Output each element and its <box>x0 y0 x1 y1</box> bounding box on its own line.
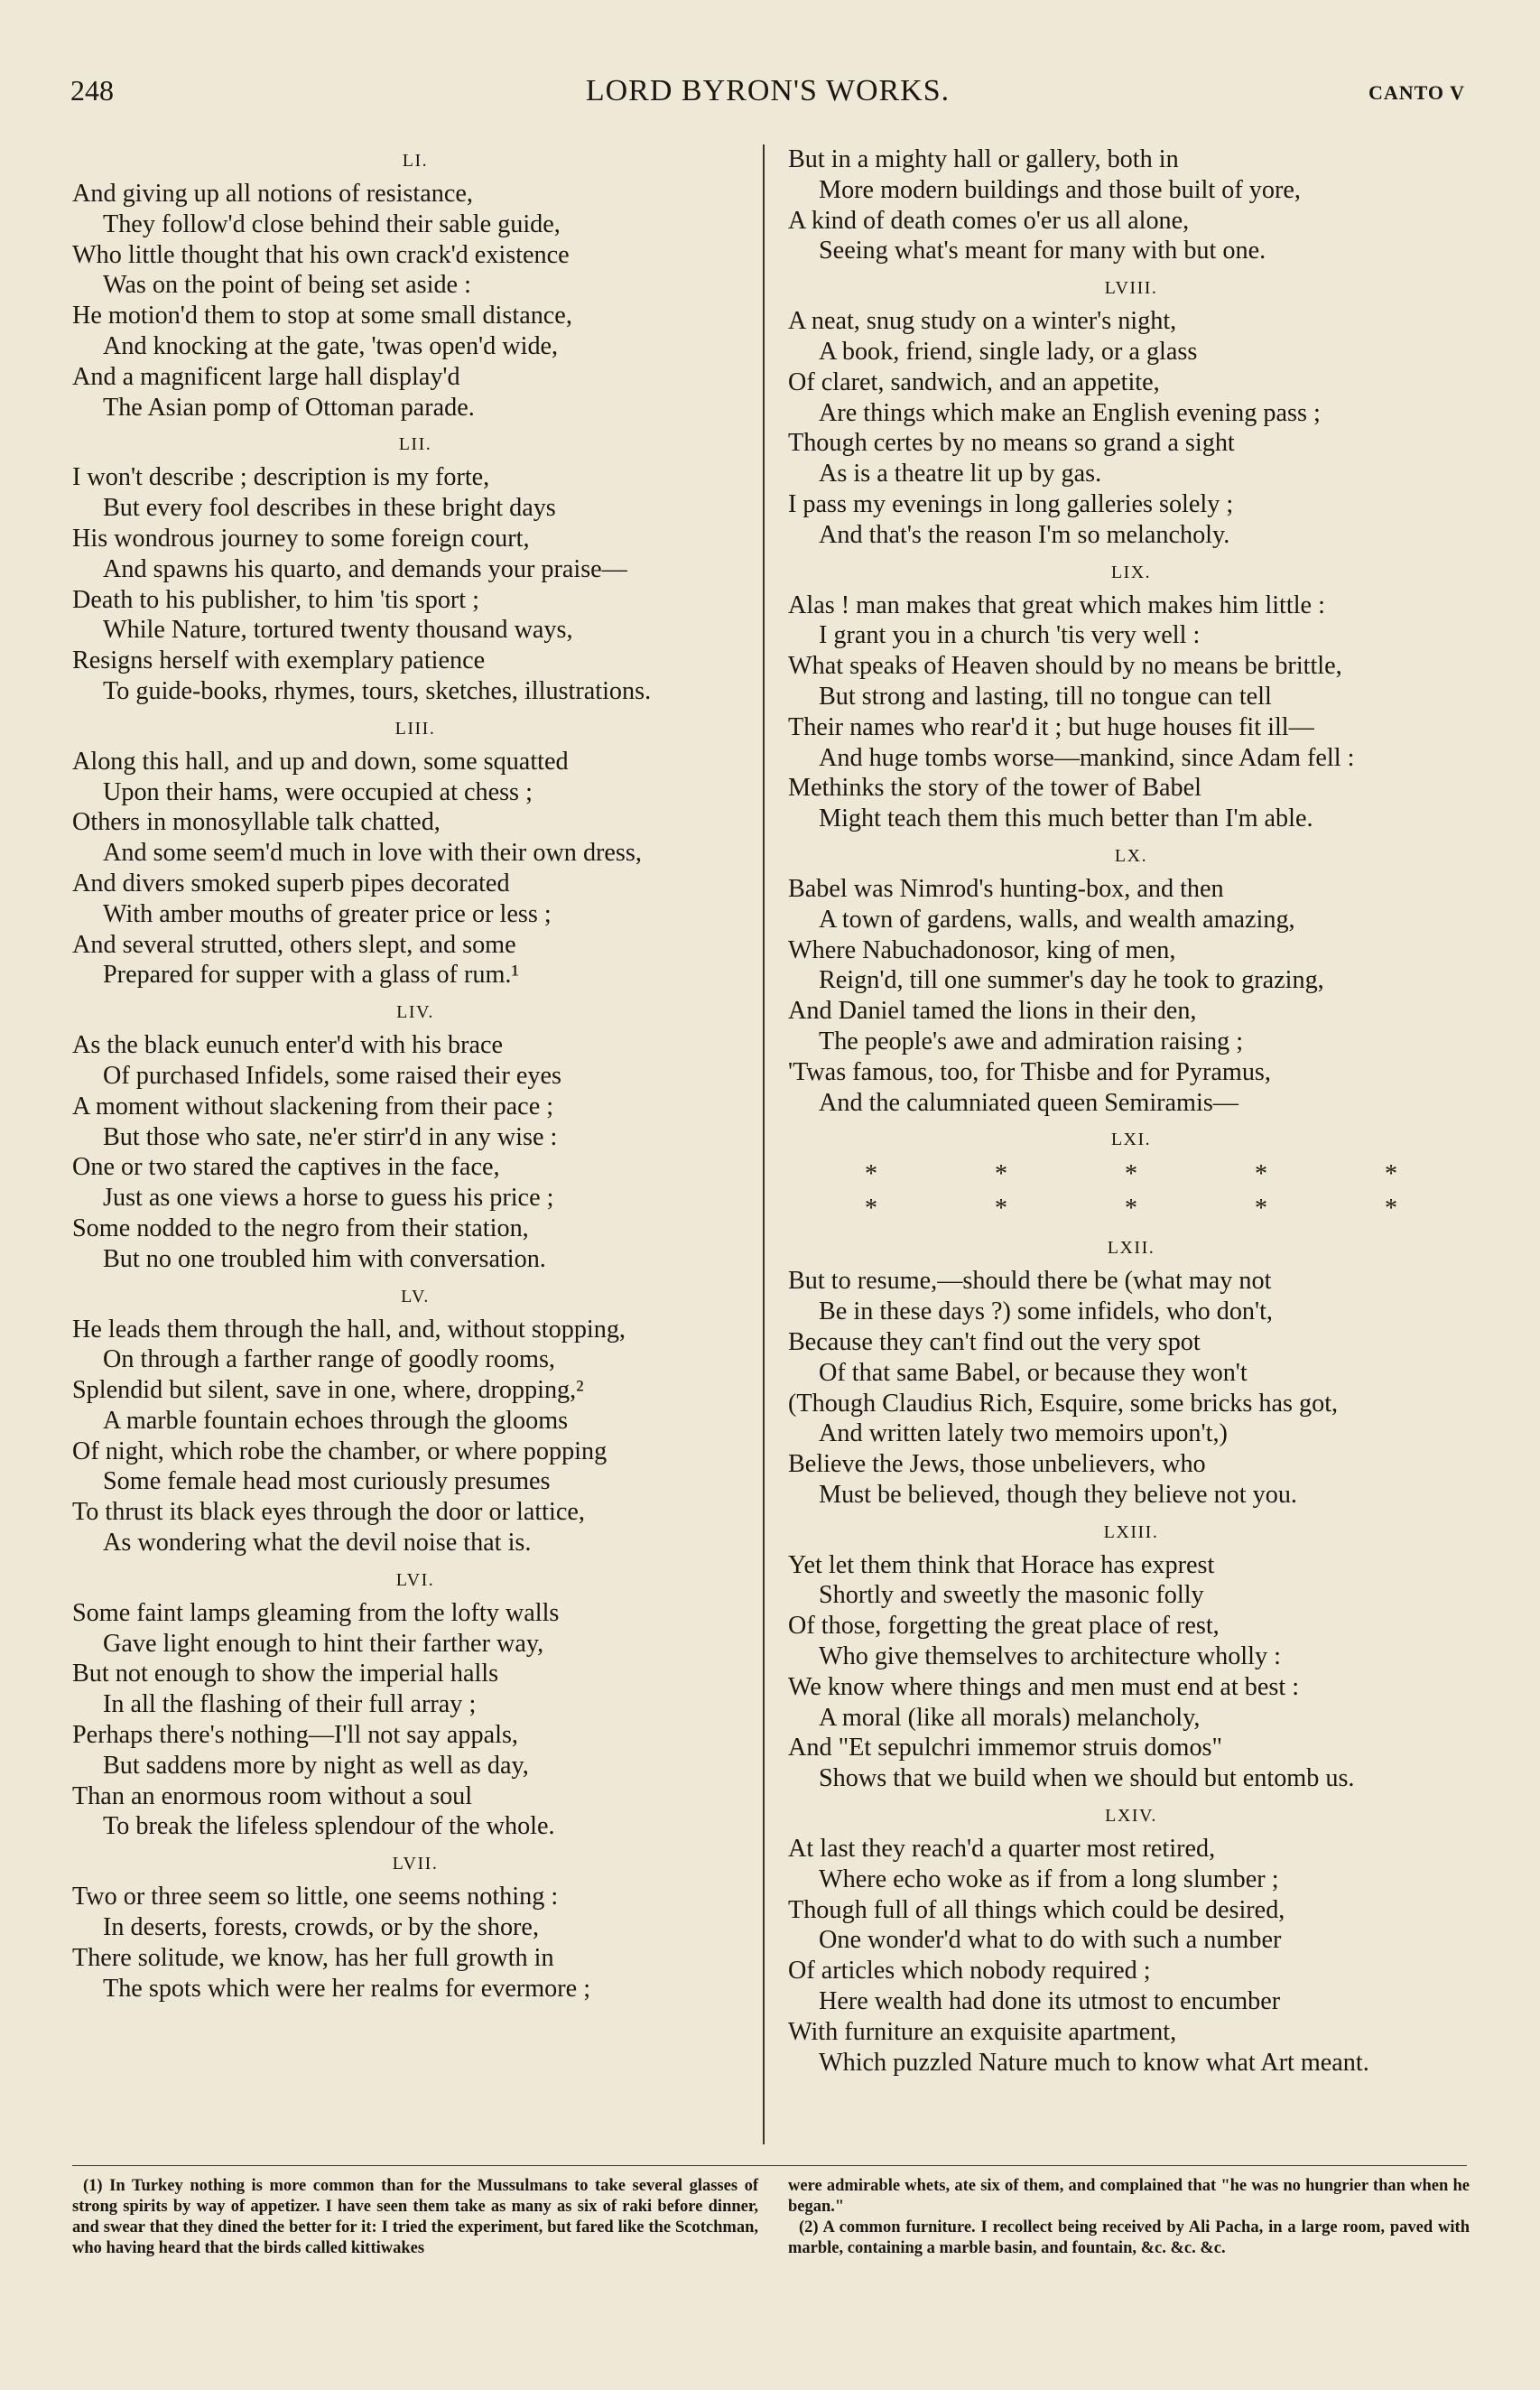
verse-line: Might teach them this much better than I'm able. <box>819 804 1313 833</box>
asterisk: * <box>1125 1195 1137 1223</box>
verse-line: A neat, snug study on a winter's night, <box>788 307 1177 336</box>
verse-line: Babel was Nimrod's hunting-box, and then <box>788 874 1224 903</box>
verse-line: A book, friend, single lady, or a glass <box>819 337 1198 366</box>
verse-line: As is a theatre lit up by gas. <box>819 460 1102 488</box>
verse-line: A town of gardens, walls, and wealth amazing, <box>819 905 1295 934</box>
verse-line: But strong and lasting, till no tongue can tell <box>819 682 1272 711</box>
verse-line: Of claret, sandwich, and an appetite, <box>788 367 1160 396</box>
verse-line: And Daniel tamed the lions in their den, <box>788 997 1197 1026</box>
stanza-numeral: LXIV. <box>1105 1806 1157 1827</box>
verse-line: Methinks the story of the tower of Babel <box>788 774 1201 803</box>
asterisk: * <box>1385 1195 1397 1223</box>
verse-line: Others in monosyllable talk chatted, <box>72 808 441 837</box>
stanza-numeral: LIV. <box>396 1002 434 1023</box>
asterisk: * <box>1385 1160 1397 1189</box>
verse-line: Who little thought that his own crack'd existence <box>72 240 570 269</box>
verse-line: Reign'd, till one summer's day he took to grazing, <box>819 966 1324 995</box>
stanza-numeral: LXII. <box>1107 1238 1155 1259</box>
footnotes-left <box>72 2176 758 2259</box>
stanza-numeral: LX. <box>1114 845 1148 866</box>
verse-line: With amber mouths of greater price or less ; <box>103 899 552 928</box>
verse-line: We know where things and men must end at best : <box>788 1672 1300 1701</box>
verse-line: To guide-books, rhymes, tours, sketches, illustrations. <box>103 676 652 705</box>
verse-line: Where echo woke as if from a long slumber ; <box>819 1865 1279 1893</box>
asterisk: * <box>865 1160 877 1189</box>
verse-line: The people's awe and admiration raising ; <box>819 1027 1244 1056</box>
verse-line: But in a mighty hall or gallery, both in <box>788 145 1179 173</box>
verse-line: Was on the point of being set aside : <box>103 271 471 300</box>
verse-line: A moral (like all morals) melancholy, <box>819 1703 1201 1732</box>
verse-line: One wonder'd what to do with such a number <box>819 1926 1282 1955</box>
verse-line: But those who sate, ne'er stirr'd in any wise : <box>103 1122 558 1151</box>
verse-line: And huge tombs worse—mankind, since Adam fell : <box>819 743 1355 772</box>
verse-line: They follow'd close behind their sable guide, <box>103 209 561 238</box>
verse-line: Death to his publisher, to him 'tis sport ; <box>72 585 480 614</box>
stanza-numeral: LXIII. <box>1103 1521 1159 1542</box>
verse-line: Their names who rear'd it ; but huge houses fit ill— <box>788 712 1314 741</box>
stanza-numeral: LIX. <box>1110 562 1152 582</box>
verse-line: Shows that we build when we should but entomb us. <box>819 1764 1355 1793</box>
verse-line: And divers smoked superb pipes decorated <box>72 869 510 897</box>
canto-label: CANTO V <box>1368 81 1465 104</box>
running-title: LORD BYRON'S WORKS. <box>585 74 951 107</box>
verse-line: And some seem'd much in love with their own dress, <box>103 839 642 868</box>
asterisk-row <box>788 1158 1474 1192</box>
verse-line: And the calumniated queen Semiramis— <box>819 1088 1238 1117</box>
verse-line: Resigns herself with exemplary patience <box>72 646 486 675</box>
stanza-numeral: LI. <box>402 151 429 171</box>
verse-line: Splendid but silent, save in one, where, dropping,² <box>72 1376 584 1405</box>
verse-line: Of articles which nobody required ; <box>788 1957 1151 1985</box>
verse-line: More modern buildings and those built of yore, <box>819 175 1301 204</box>
verse-line: A kind of death comes o'er us all alone, <box>788 206 1190 235</box>
asterisk: * <box>1255 1195 1267 1223</box>
verse-line: Shortly and sweetly the masonic folly <box>819 1581 1204 1610</box>
stanza-numeral: LII. <box>398 434 432 455</box>
verse-line: At last they reach'd a quarter most retired, <box>788 1835 1216 1864</box>
verse-line: Which puzzled Nature much to know what Art meant. <box>819 2048 1369 2077</box>
asterisk-row <box>788 1192 1474 1226</box>
verse-line: And "Et sepulchri immemor struis domos" <box>788 1734 1223 1762</box>
verse-line: Believe the Jews, those unbelievers, who <box>788 1450 1206 1479</box>
verse-line: A marble fountain echoes through the glooms <box>103 1406 569 1435</box>
verse-line: Though full of all things which could be desired, <box>788 1895 1285 1924</box>
verse-line: The Asian pomp of Ottoman parade. <box>103 393 475 422</box>
asterisk: * <box>995 1160 1007 1189</box>
verse-line: Upon their hams, were occupied at chess ; <box>103 777 533 806</box>
verse-line: Of that same Babel, or because they won't <box>819 1358 1248 1387</box>
verse-line: But no one troubled him with conversation. <box>103 1244 546 1273</box>
verse-line: I grant you in a church 'tis very well : <box>819 621 1201 650</box>
verse-line: Because they can't find out the very spot <box>788 1327 1201 1356</box>
column-divider <box>763 144 765 2144</box>
verse-line: 'Twas famous, too, for Thisbe and for Pyramus, <box>788 1057 1271 1086</box>
verse-line: Prepared for supper with a glass of rum.¹ <box>103 961 519 990</box>
stanza-numeral: LVIII. <box>1104 278 1158 299</box>
stanza-numeral: LV. <box>401 1286 430 1307</box>
verse-line: His wondrous journey to some foreign court, <box>72 524 530 553</box>
verse-line: Two or three seem so little, one seems nothing : <box>72 1883 559 1911</box>
verse-line: With furniture an exquisite apartment, <box>788 2017 1177 2046</box>
verse-line: Of purchased Infidels, some raised their eyes <box>103 1061 561 1090</box>
verse-line: Yet let them think that Horace has exprest <box>788 1550 1215 1579</box>
verse-line: But to resume,—should there be (what may not <box>788 1267 1272 1296</box>
verse-line: While Nature, tortured twenty thousand ways, <box>103 616 573 645</box>
stanza-numeral: LVII. <box>392 1854 439 1874</box>
verse-line: I won't describe ; description is my forte, <box>72 463 490 492</box>
verse-line: Be in these days ?) some infidels, who don't, <box>819 1297 1273 1326</box>
asterisk: * <box>1125 1160 1137 1189</box>
verse-line: But saddens more by night as well as day, <box>103 1751 529 1780</box>
verse-line: One or two stared the captives in the face, <box>72 1153 500 1182</box>
verse-line: (Though Claudius Rich, Esquire, some bricks has got, <box>788 1389 1339 1418</box>
verse-line: Some female head most curiously presumes <box>103 1467 551 1496</box>
stanza-numeral: LVI. <box>395 1569 435 1590</box>
verse-line: Who give themselves to architecture wholly : <box>819 1642 1281 1671</box>
verse-line: As the black eunuch enter'd with his brace <box>72 1031 504 1060</box>
verse-line: To thrust its black eyes through the door or lattice, <box>72 1498 585 1527</box>
stanza-numeral: LIII. <box>394 718 436 739</box>
verse-line: As wondering what the devil noise that is. <box>103 1529 532 1558</box>
verse-line: Must be believed, though they believe not you. <box>819 1480 1297 1509</box>
verse-line: There solitude, we know, has her full growth in <box>72 1943 554 1972</box>
verse-line: Though certes by no means so grand a sight <box>788 429 1235 458</box>
verse-line: Of night, which robe the chamber, or where popping <box>72 1437 608 1465</box>
verse-line: Seeing what's meant for many with but one. <box>819 237 1266 265</box>
footnote-1-continued: were admirable whets, ate six of them, and complained that "he was no hungrier than when he began." <box>788 2177 1470 2216</box>
asterisk: * <box>1255 1160 1267 1189</box>
verse-line: Perhaps there's nothing—I'll not say appals, <box>72 1721 518 1750</box>
verse-line: What speaks of Heaven should by no means be brittle, <box>788 652 1342 681</box>
page-header <box>70 74 1465 119</box>
verse-line: And giving up all notions of resistance, <box>72 180 473 208</box>
verse-line: In all the flashing of their full array ; <box>103 1690 477 1719</box>
verse-line: Here wealth had done its utmost to encumber <box>819 1987 1281 2016</box>
verse-line: And several strutted, others slept, and some <box>72 930 516 959</box>
verse-line: Some nodded to the negro from their station, <box>72 1214 529 1242</box>
verse-line: To break the lifeless splendour of the whole. <box>103 1812 555 1841</box>
footnote-1: (1) In Turkey nothing is more common than for the Mussulmans to take several glasses of strong spirits by way of appetizer. I have seen them take as many as six of raki before dinner, and swear that they dined the better for it: I tried the experiment, but fared like the Scotchman, who having heard that the birds called kittiwakes <box>72 2177 758 2257</box>
verse-line: Where Nabuchadonosor, king of men, <box>788 935 1176 964</box>
verse-line: Alas ! man makes that great which makes him little : <box>788 591 1325 619</box>
verse-line: Than an enormous room without a soul <box>72 1781 473 1810</box>
verse-line: He leads them through the hall, and, without stopping, <box>72 1315 626 1344</box>
verse-line: But every fool describes in these bright days <box>103 494 556 523</box>
verse-line: And spawns his quarto, and demands your praise— <box>103 554 627 583</box>
page-number: 248 <box>70 74 114 107</box>
verse-line: But not enough to show the imperial halls <box>72 1660 499 1688</box>
verse-line: I pass my evenings in long galleries solely ; <box>788 489 1234 518</box>
footnotes-right <box>788 2176 1470 2259</box>
verse-line: Are things which make an English evening pass ; <box>819 398 1321 427</box>
verse-line: Along this hall, and up and down, some squatted <box>72 747 569 776</box>
verse-line: Of those, forgetting the great place of rest, <box>788 1612 1220 1641</box>
asterisk: * <box>865 1195 877 1223</box>
stanza-numeral: LXI. <box>1110 1130 1152 1150</box>
verse-line: And a magnificent large hall display'd <box>72 362 460 391</box>
verse-line: Gave light enough to hint their farther way, <box>103 1629 544 1658</box>
asterisk: * <box>995 1195 1007 1223</box>
verse-line: The spots which were her realms for evermore ; <box>103 1974 591 2003</box>
verse-line: And that's the reason I'm so melancholy. <box>819 520 1230 549</box>
verse-line: And knocking at the gate, 'twas open'd wide, <box>103 331 559 360</box>
right-column <box>788 144 1474 2078</box>
footnote-divider <box>72 2165 1467 2166</box>
verse-line: Some faint lamps gleaming from the lofty walls <box>72 1598 560 1627</box>
verse-line: A moment without slackening from their pace ; <box>72 1092 554 1121</box>
footnote-2: (2) A common furniture. I recollect being received by Ali Pacha, in a large room, paved with marble, containing a marble basin, and fountain, &c. &c. &c. <box>788 2218 1470 2257</box>
verse-line: In deserts, forests, crowds, or by the shore, <box>103 1913 539 1942</box>
verse-line: On through a farther range of goodly rooms, <box>103 1345 555 1374</box>
verse-line: He motion'd them to stop at some small distance, <box>72 302 572 330</box>
left-column <box>72 144 758 2004</box>
verse-line: And written lately two memoirs upon't,) <box>819 1419 1228 1448</box>
verse-line: Just as one views a horse to guess his price ; <box>103 1184 554 1213</box>
